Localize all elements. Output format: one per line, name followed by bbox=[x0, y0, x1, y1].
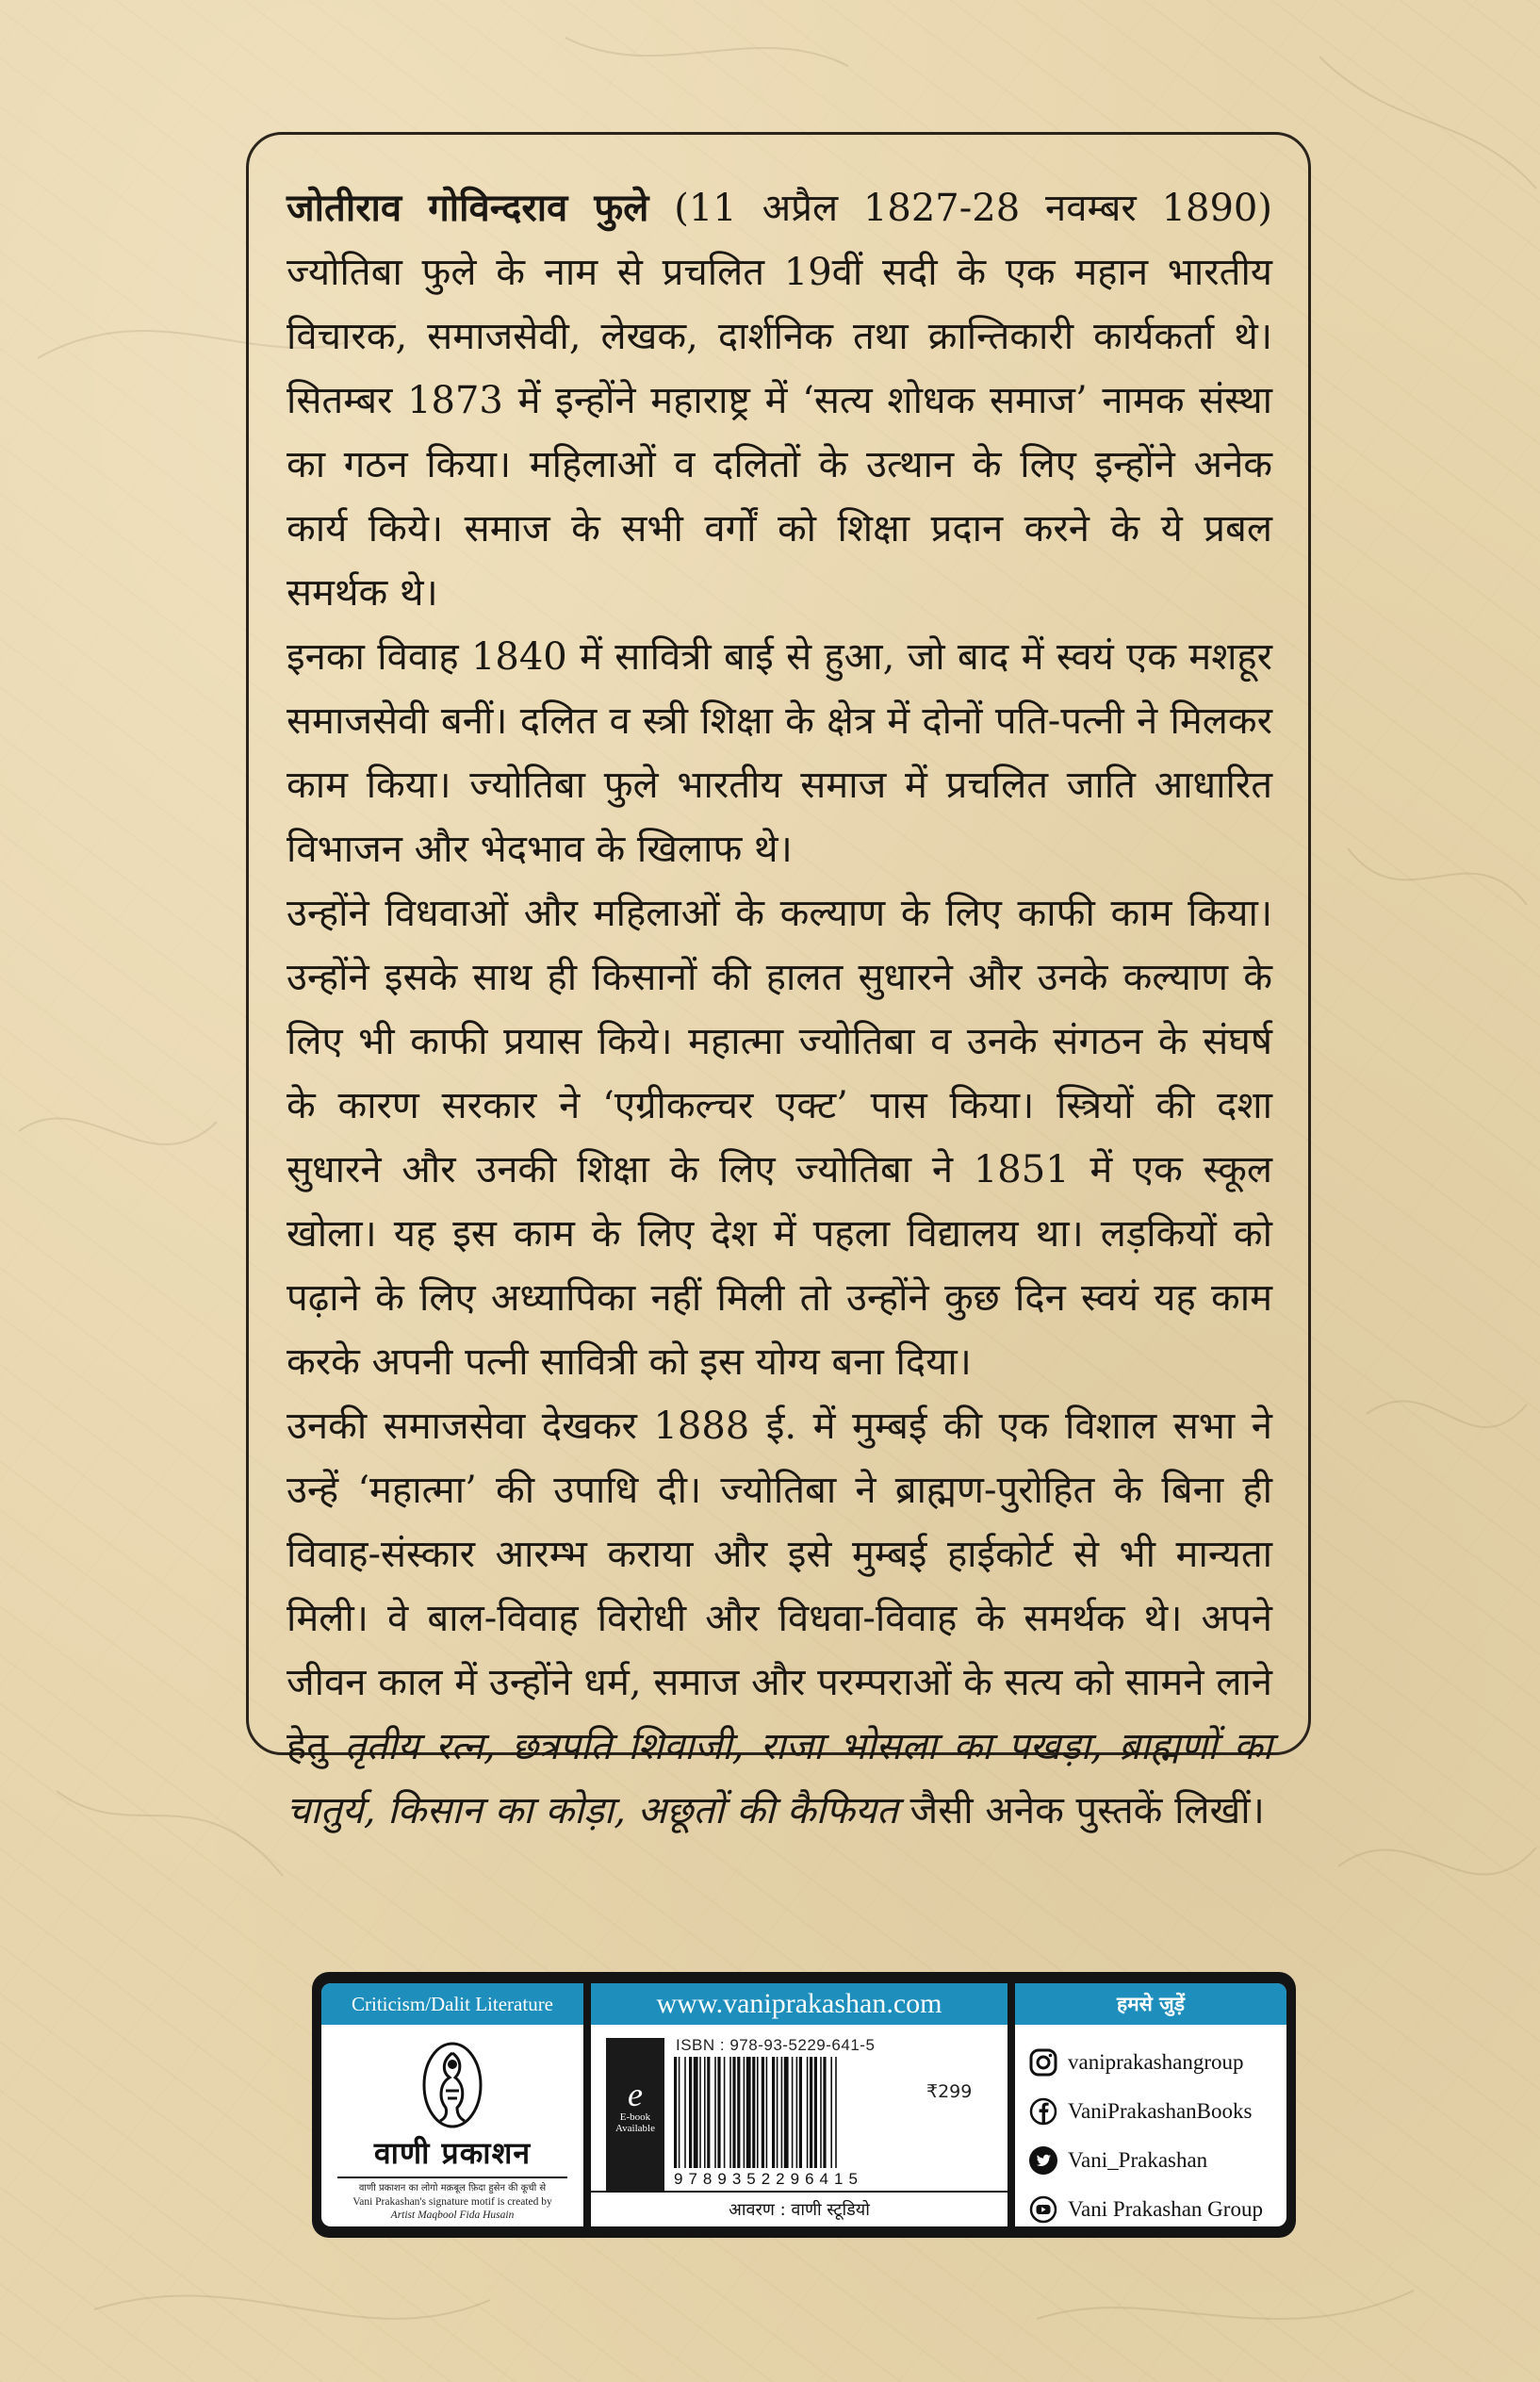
barcode-bar bbox=[814, 2057, 817, 2168]
logo-credit-hindi: वाणी प्रकाशन का लोगो मक़बूल फ़िदा हुसेन की कूची से bbox=[358, 2183, 547, 2193]
barcode-bar bbox=[674, 2057, 677, 2168]
barcode-bar bbox=[746, 2057, 751, 2168]
barcode-bar bbox=[737, 2057, 740, 2168]
barcode-bar bbox=[784, 2057, 789, 2168]
publisher-name: वाणी प्रकाशन bbox=[373, 2135, 532, 2171]
barcode-bar bbox=[781, 2057, 783, 2168]
barcode-bar bbox=[724, 2057, 726, 2168]
ebook-available-label: Available bbox=[615, 2123, 655, 2134]
isbn-barcode-block bbox=[606, 2038, 908, 2191]
barcode-bar bbox=[714, 2057, 716, 2168]
bio-paragraph-1 bbox=[287, 176, 1272, 625]
barcode-bar bbox=[792, 2057, 794, 2168]
barcode-bar bbox=[777, 2057, 778, 2168]
logo-credit-artist: Artist Maqbool Fida Husain bbox=[390, 2210, 515, 2221]
ebook-label: E-book bbox=[619, 2111, 651, 2123]
barcode-bar bbox=[699, 2057, 701, 2168]
twitter-icon bbox=[1028, 2145, 1058, 2176]
bio-paragraph-1-text: (11 अप्रैल 1827-28 नवम्बर 1890) ज्योतिबा फुले के नाम से प्रचलित 19वीं सदी के एक महान भारतीय विचारक, समाजसेवी, लेखक, दार्शनिक तथा क्रान्तिकारी कार्यकर्ता थे। सितम्बर 1873 में इन्होंने महाराष्ट्र में ‘सत्य शोधक समाज’ नामक संस्था का गठन किया। महिलाओं व दलितों के उत्थान के लिए इन्होंने अनेक कार्य किये। समाज के सभी वर्गों को शिक्षा प्रदान करने के ये प्रबल समर्थक थे। bbox=[287, 187, 1272, 615]
biography-box bbox=[246, 132, 1311, 1832]
publisher-motif-icon bbox=[419, 2040, 485, 2130]
isbn-number: ISBN : 978-93-5229-641-5 bbox=[676, 2036, 876, 2054]
youtube-handle: Vani Prakashan Group bbox=[1068, 2197, 1263, 2221]
subject-name: जोतीराव गोविन्दराव फुले bbox=[287, 186, 649, 230]
social-list bbox=[1028, 2038, 1281, 2226]
bio-paragraph-4 bbox=[287, 1394, 1272, 1843]
ebook-badge bbox=[606, 2038, 664, 2191]
barcode-bar bbox=[807, 2057, 809, 2168]
bio-paragraph-4-end: जैसी अनेक पुस्तकें लिखीं। bbox=[897, 1789, 1265, 1832]
barcode bbox=[672, 2057, 908, 2168]
bio-paragraph-4-text: उनकी समाजसेवा देखकर 1888 ई. में मुम्बई की एक विशाल सभा ने उन्हें ‘महात्मा’ की उपाधि दी। ज्योतिबा ने ब्राह्मण-पुरोहित के बिना ही विवाह-संस्कार आरम्भ कराया और इसे मुम्बई हाईकोर्ट से भी मान्यता मिली। वे बाल-विवाह विरोधी और विधवा-विवाह के समर्थक थे। अपने जीवन काल में उन्होंने धर्म, समाज और परम्पराओं के सत्य को सामने लाने हेतु bbox=[287, 1405, 1272, 1768]
book-titles: तृतीय रत्न, छत्रपति शिवाजी, राजा भोसला का पखड़ा, ब्राह्मणों का चातुर्य, किसान का कोड़ा, अछूतों की कैफियत bbox=[287, 1725, 1272, 1832]
connect-title: हमसे जुड़ें bbox=[1015, 1983, 1286, 2025]
publisher-logo bbox=[321, 2040, 583, 2226]
barcode-bar bbox=[694, 2057, 698, 2168]
publisher-column bbox=[321, 1983, 583, 2226]
barcode-bar bbox=[810, 2057, 812, 2168]
social-item-twitter[interactable] bbox=[1028, 2136, 1281, 2185]
barcode-bar bbox=[757, 2057, 759, 2168]
barcode-bar bbox=[689, 2057, 692, 2168]
website-link[interactable]: www.vaniprakashan.com bbox=[591, 1983, 1008, 2025]
barcode-bar bbox=[799, 2057, 802, 2168]
youtube-icon bbox=[1028, 2194, 1058, 2225]
barcode-bar bbox=[762, 2057, 764, 2168]
barcode-bar bbox=[823, 2057, 826, 2168]
barcode-bar bbox=[835, 2057, 837, 2168]
barcode-bar bbox=[707, 2057, 710, 2168]
barcode-digits: 9789352296415 bbox=[674, 2170, 863, 2188]
facebook-icon bbox=[1028, 2096, 1058, 2127]
publisher-divider bbox=[337, 2177, 567, 2178]
barcode-bar bbox=[772, 2057, 775, 2168]
instagram-icon bbox=[1028, 2047, 1058, 2078]
barcode-bar bbox=[766, 2057, 768, 2168]
category-label: Criticism/Dalit Literature bbox=[321, 1983, 583, 2025]
price: ₹299 bbox=[926, 2081, 973, 2102]
social-column bbox=[1015, 1983, 1286, 2226]
twitter-handle: Vani_Prakashan bbox=[1068, 2148, 1208, 2172]
social-item-facebook[interactable] bbox=[1028, 2087, 1281, 2136]
logo-credit bbox=[321, 2182, 583, 2222]
barcode-bar bbox=[820, 2057, 822, 2168]
barcode-bar bbox=[796, 2057, 798, 2168]
instagram-handle: vaniprakashangroup bbox=[1068, 2050, 1244, 2074]
social-item-instagram[interactable] bbox=[1028, 2038, 1281, 2087]
barcode-bar bbox=[744, 2057, 745, 2168]
bio-paragraph-3: उन्होंने विधवाओं और महिलाओं के कल्याण के लिए काफी काम किया। उन्होंने इसके साथ ही किसानों की हालत सुधारने और उनके कल्याण के लिए भी काफी प्रयास किये। महात्मा ज्योतिबा व उनके संगठन के संघर्ष के कारण सरकार ने ‘एग्रीकल्चर एक्ट’ पास किया। स्त्रियों की दशा सुधारने और उनकी शिक्षा के लिए ज्योतिबा ने 1851 में एक स्कूल खोला। यह इस काम के लिए देश में पहला विद्यालय था। लड़कियों को पढ़ाने के लिए अध्यापिका नहीं मिली तो उन्होंने कुछ दिन स्वयं यह काम करके अपनी पत्नी सावित्री को इस योग्य बना दिया। bbox=[287, 892, 1272, 1384]
barcode-bar bbox=[684, 2057, 686, 2168]
bio-paragraph-2: इनका विवाह 1840 में सावित्री बाई से हुआ, जो बाद में स्वयं एक मशहूर समाजसेवी बनीं। दलित व स्त्री शिक्षा के क्षेत्र में दोनों पति-पत्नी ने मिलकर काम किया। ज्योतिबा फुले भारतीय समाज में प्रचलित जाति आधारित विभाजन और भेदभाव के खिलाफ थे। bbox=[287, 635, 1272, 871]
barcode-bar bbox=[717, 2057, 720, 2168]
social-item-youtube[interactable] bbox=[1028, 2185, 1281, 2226]
barcode-bar bbox=[679, 2057, 680, 2168]
barcode-bar bbox=[752, 2057, 755, 2168]
barcode-bar bbox=[732, 2057, 735, 2168]
cover-design-credit: आवरण : वाणी स्टूडियो bbox=[591, 2191, 1008, 2226]
publisher-info-panel bbox=[312, 1972, 1296, 2238]
barcode-bar bbox=[704, 2057, 706, 2168]
barcode-bar bbox=[830, 2057, 832, 2168]
barcode-bar bbox=[729, 2057, 731, 2168]
logo-credit-english: Vani Prakashan's signature motif is created by bbox=[352, 2196, 552, 2208]
isbn-column bbox=[591, 1983, 1008, 2226]
facebook-handle: VaniPrakashanBooks bbox=[1068, 2099, 1253, 2123]
ebook-e-icon: e bbox=[628, 2076, 643, 2113]
